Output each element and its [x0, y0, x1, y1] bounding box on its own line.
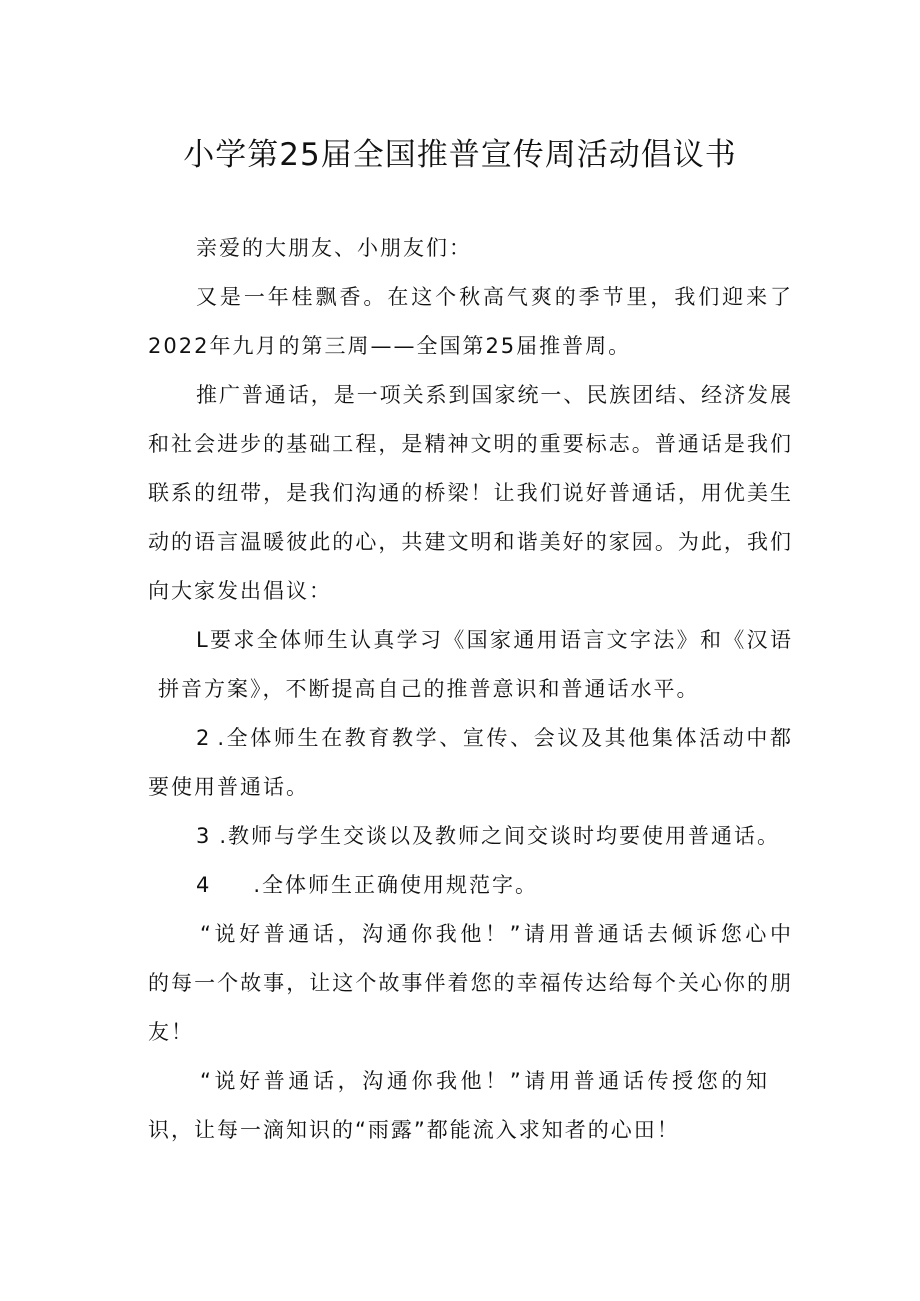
paragraph-4-line-2: 识，让每一滴知识的“雨露”都能流入求知者的心田！: [148, 1118, 680, 1142]
salutation: 亲爱的大朋友、小朋友们：: [196, 236, 472, 260]
document-title: 小学第25届全国推普宣传周活动倡议书: [183, 137, 737, 173]
paragraph-1-line-1: 又是一年桂飘香。在这个秋高气爽的季节里，我们迎来了: [196, 285, 791, 309]
paragraph-2-line-1: 推广普通话，是一项关系到国家统一、民族团结、经济发展: [196, 383, 791, 407]
item-2-line-1: [196, 723, 791, 753]
paragraph-1-line-2: 2022年九月的第三周——全国第25届推普周。: [148, 334, 632, 358]
item-2-text: .全体师生在教育教学、宣传、会议及其他集体活动中都: [217, 726, 791, 750]
item-4-line-1: [196, 870, 538, 900]
item-4-text: .全体师生正确使用规范字。: [253, 873, 539, 897]
item-2-line-2: 要使用普通话。: [148, 775, 309, 799]
paragraph-2-line-5: 向大家发出倡议：: [148, 579, 332, 603]
paragraph-2-line-2: 和社会进步的基础工程，是精神文明的重要标志。普通话是我们: [148, 432, 791, 456]
item-1-line-1: L要求全体师生认真学习《国家通用语言文字法》和《汉语: [196, 628, 791, 652]
item-3-text: .教师与学生交谈以及教师之间交谈时均要使用普通话。: [219, 824, 781, 848]
item-1-line-2: 拼音方案》，不断提高自己的推普意识和普通话水平。: [158, 677, 700, 701]
paragraph-2-line-4: 动的语言温暖彼此的心，共建文明和谐美好的家园。为此，我们: [148, 530, 791, 554]
paragraph-3-line-2: 的每一个故事，让这个故事伴着您的幸福传达给每个关心你的朋: [148, 971, 791, 995]
item-3-number: 3: [196, 824, 212, 848]
paragraph-4-line-1: “说好普通话，沟通你我他！”请用普通话传授您的知: [200, 1069, 767, 1093]
paragraph-3-line-1: “说好普通话，沟通你我他！”请用普通话去倾诉您心中: [200, 922, 791, 946]
item-2-number: 2: [196, 726, 210, 750]
item-3-line-1: [196, 821, 780, 851]
paragraph-2-line-3: 联系的纽带，是我们沟通的桥梁！让我们说好普通话，用优美生: [148, 481, 791, 505]
item-4-number: 4: [196, 873, 212, 897]
paragraph-3-line-3: 友！: [148, 1020, 194, 1044]
